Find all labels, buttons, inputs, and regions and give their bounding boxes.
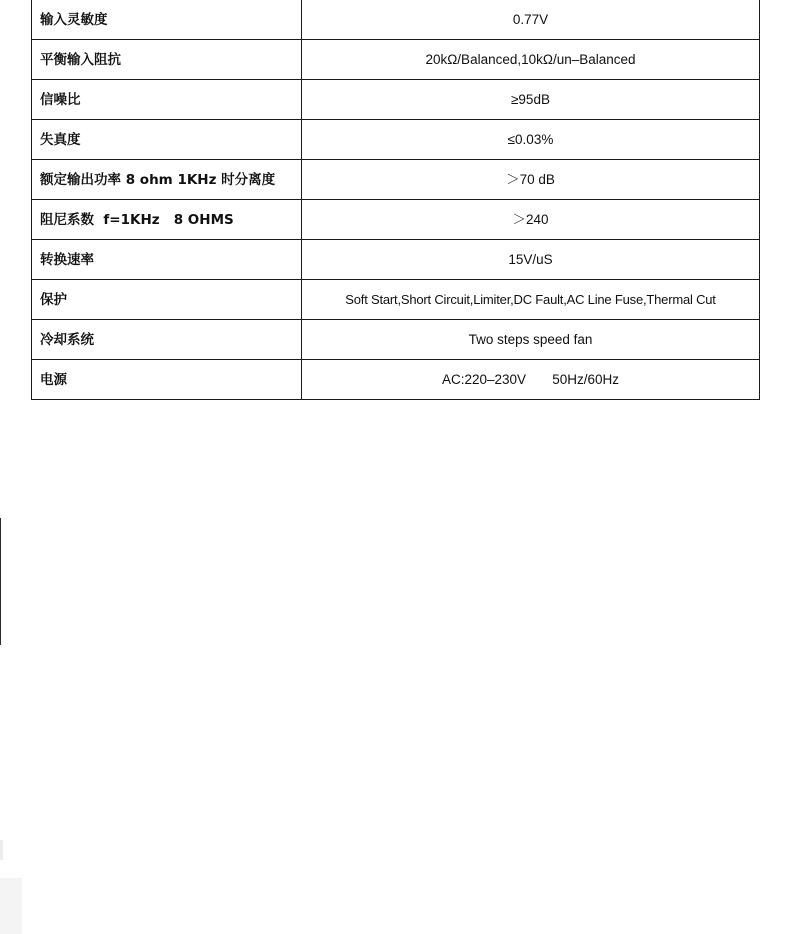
spec-value: ＞70 dB [302,160,760,200]
spec-label: 输入灵敏度 [32,0,302,40]
spec-value: 20kΩ/Balanced,10kΩ/un–Balanced [302,40,760,80]
spec-label: 阻尼系数 f=1KHz 8 OHMS [32,200,302,240]
spec-label: 额定输出功率 8 ohm 1KHz 时分离度 [32,160,302,200]
table-row [32,280,760,320]
spec-label: 信噪比 [32,80,302,120]
left-edge-rule [0,518,1,645]
spec-value: 15V/uS [302,240,760,280]
spec-label: 平衡输入阻抗 [32,40,302,80]
spec-value: Two steps speed fan [302,320,760,360]
spec-table [31,0,760,400]
spec-value: ≥95dB [302,80,760,120]
table-row [32,360,760,400]
spec-label: 转换速率 [32,240,302,280]
spec-value: ＞240 [302,200,760,240]
spec-label: 失真度 [32,120,302,160]
corner-shade [0,878,22,934]
table-row [32,240,760,280]
spec-value: 0.77V [302,0,760,40]
table-row [32,80,760,120]
spec-value: Soft Start,Short Circuit,Limiter,DC Fault,AC Line Fuse,Thermal Cut [302,280,760,320]
spec-label: 保护 [32,280,302,320]
table-row [32,0,760,40]
spec-value: ≤0.03% [302,120,760,160]
spec-value: AC:220–230V 50Hz/60Hz [302,360,760,400]
edge-shade [0,840,3,860]
spec-label: 电源 [32,360,302,400]
table-row [32,200,760,240]
table-row [32,160,760,200]
table-row [32,320,760,360]
table-row [32,120,760,160]
table-row [32,40,760,80]
spec-label: 冷却系统 [32,320,302,360]
